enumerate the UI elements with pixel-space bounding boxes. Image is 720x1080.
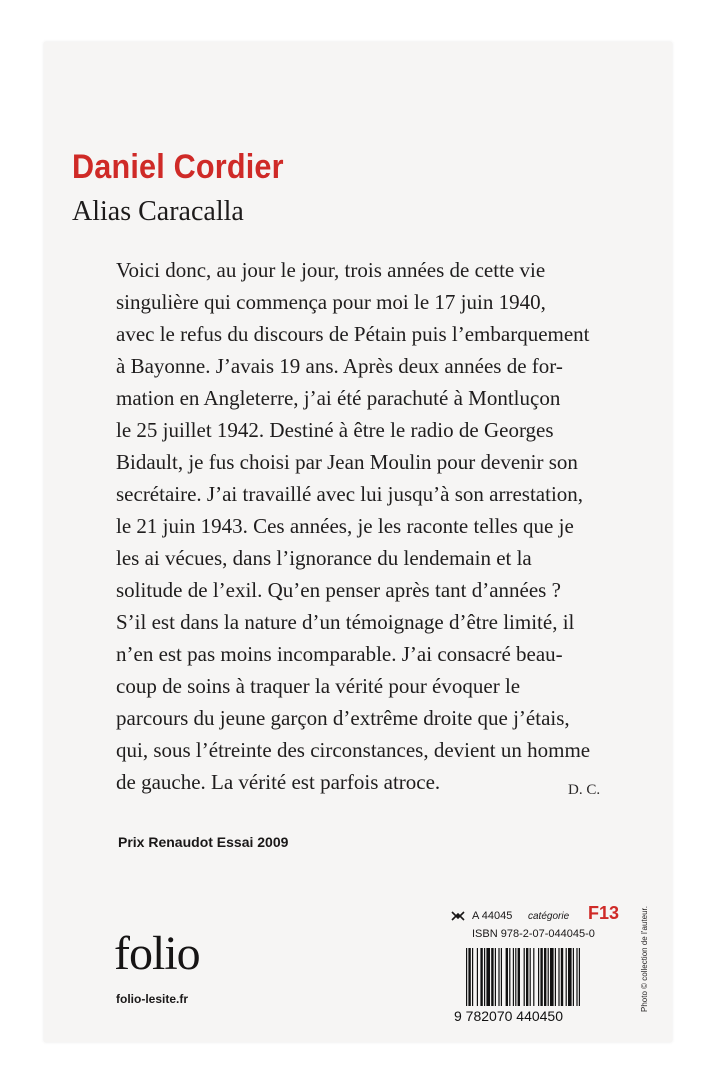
barcode-bar xyxy=(486,948,490,1006)
blurb-line: mation en Angleterre, j’ai été parachuté à Montluçon xyxy=(116,386,561,410)
barcode-bar xyxy=(484,948,485,1006)
barcode-bar xyxy=(544,948,546,1006)
author-name: Daniel Cordier xyxy=(72,148,284,186)
photo-credit: Photo © collection de l’auteur. xyxy=(640,906,649,1012)
barcode-bar xyxy=(495,948,496,1006)
barcode-bar xyxy=(466,948,467,1006)
barcode-bar xyxy=(555,948,556,1006)
barcode-bar xyxy=(530,948,531,1006)
folio-logo: folio xyxy=(114,927,200,980)
barcode-bar xyxy=(480,948,482,1006)
blurb-line: le 21 juin 1943. Ces années, je les raconte telles que je xyxy=(116,514,574,538)
blurb-line: singulière qui commença pour moi le 17 juin 1940, xyxy=(116,290,546,314)
blurb-line: les ai vécues, dans l’ignorance du lendemain et la xyxy=(116,546,532,570)
barcode-bar xyxy=(576,948,577,1006)
blurb-line: le 25 juillet 1942. Destiné à être le radio de Georges xyxy=(116,418,554,442)
blurb-line: S’il est dans la nature d’un témoignage d’être limité, il xyxy=(116,610,575,634)
category-code: F13 xyxy=(588,903,620,923)
barcode-bar xyxy=(579,948,580,1006)
barcode-bar xyxy=(561,948,563,1006)
blurb-line: secrétaire. J’ai travaillé avec lui jusqu’à son arrestation, xyxy=(116,482,584,506)
publisher-website: folio-lesite.fr xyxy=(116,992,189,1006)
barcode-bar xyxy=(550,948,554,1006)
blurb-line: parcours du jeune garçon d’extrême droite que j’étais, xyxy=(116,706,570,730)
barcode xyxy=(452,948,630,1024)
blurb-line: Voici donc, au jour le jour, trois années de cette vie xyxy=(116,258,546,282)
barcode-bar xyxy=(477,948,478,1006)
barcode-bar xyxy=(506,948,508,1006)
barcode-bar xyxy=(533,948,534,1006)
barcode-bar xyxy=(568,948,572,1006)
barcode-bar xyxy=(540,948,542,1006)
barcode-bar xyxy=(468,948,470,1006)
blurb-line: de gauche. La vérité est parfois atroce. xyxy=(116,770,441,794)
barcode-bar xyxy=(491,948,493,1006)
isbn: ISBN 978-2-07-044045-0 xyxy=(472,928,595,940)
barcode-bar xyxy=(509,948,510,1006)
prize-label: Prix Renaudot Essai 2009 xyxy=(118,834,289,850)
barcode-bar xyxy=(524,948,525,1006)
category-label: catégorie xyxy=(528,911,570,922)
blurb-line: solitude de l’exil. Qu’en penser après tant d’années ? xyxy=(116,578,561,602)
book-title: Alias Caracalla xyxy=(72,196,244,227)
knot-icon xyxy=(450,908,466,924)
barcode-bar xyxy=(501,948,502,1006)
barcode-bar xyxy=(515,948,516,1006)
barcode-bar xyxy=(558,948,559,1006)
barcode-bar xyxy=(548,948,549,1006)
blurb-line: avec le refus du discours de Pétain puis l’embarquement xyxy=(116,322,590,346)
barcode-bar xyxy=(526,948,528,1006)
blurb-text xyxy=(116,254,616,798)
barcode-bar xyxy=(538,948,539,1006)
blurb-line: à Bayonne. J’avais 19 ans. Après deux années de for- xyxy=(116,354,563,378)
signature: D. C. xyxy=(568,782,601,798)
barcode-bar xyxy=(566,948,567,1006)
barcode-bar xyxy=(472,948,473,1006)
blurb-line: n’en est pas moins incomparable. J’ai consacré beau- xyxy=(116,642,563,666)
barcode-digits: 9 782070 440450 xyxy=(454,1008,563,1024)
barcode-bar xyxy=(573,948,574,1006)
barcode-bar xyxy=(518,948,520,1006)
barcode-bar xyxy=(498,948,499,1006)
blurb-line: coup de soins à traquer la vérité pour évoquer le xyxy=(116,674,521,698)
reference-code: A 44045 xyxy=(472,910,513,922)
blurb-line: qui, sous l’étreinte des circonstances, devient un homme xyxy=(116,738,591,762)
blurb-line: Bidault, je fus choisi par Jean Moulin pour devenir son xyxy=(116,450,578,474)
barcode-bar xyxy=(513,948,514,1006)
